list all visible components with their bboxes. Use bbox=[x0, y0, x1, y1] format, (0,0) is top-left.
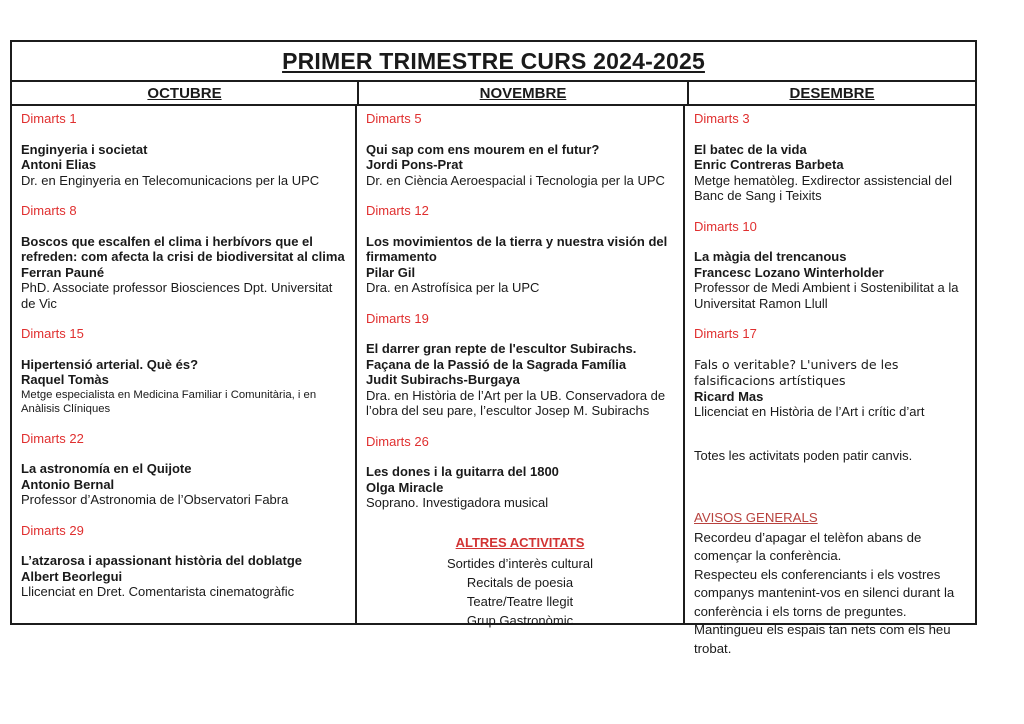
event-date: Dimarts 29 bbox=[21, 522, 84, 538]
event-block bbox=[366, 111, 674, 188]
event-block bbox=[21, 111, 346, 188]
event-title: Boscos que escalfen el clima i herbívors que el refreden: com afecta la crisi de biodiversitat al clima bbox=[21, 233, 345, 264]
event-date: Dimarts 22 bbox=[21, 430, 84, 446]
table-title-row bbox=[12, 42, 975, 82]
avisos-line: Recordeu d’apagar el telèfon abans de començar la conferència. bbox=[694, 529, 922, 563]
event-desc: Dr. en Enginyeria en Telecomunicacions per la UPC bbox=[21, 172, 320, 188]
event-speaker: Francesc Lozano Winterholder bbox=[694, 264, 884, 280]
event-date: Dimarts 10 bbox=[694, 218, 757, 234]
event-speaker: Pilar Gil bbox=[366, 264, 416, 280]
event-speaker: Ricard Mas bbox=[694, 388, 764, 404]
event-date: Dimarts 15 bbox=[21, 326, 84, 341]
event-block bbox=[21, 523, 346, 600]
event-title: Fals o veritable? L'univers de les falsificacions artístiques bbox=[694, 356, 899, 388]
avisos-line: Mantingueu els espais tan nets com els heu trobat. bbox=[694, 622, 951, 656]
altres-activitats-item: Recitals de poesia bbox=[466, 574, 574, 590]
event-date: Dimarts 5 bbox=[366, 111, 422, 126]
event-block bbox=[366, 311, 674, 419]
event-title: Enginyeria i societat bbox=[21, 141, 148, 157]
event-block bbox=[366, 434, 674, 511]
event-date: Dimarts 17 bbox=[694, 326, 757, 341]
event-block bbox=[694, 326, 966, 420]
event-desc: Professor d’Astronomia de l’Observatori Fabra bbox=[21, 492, 289, 507]
event-date: Dimarts 1 bbox=[21, 111, 77, 126]
avisos-generals-section bbox=[694, 509, 966, 658]
event-speaker: Antoni Elias bbox=[21, 157, 97, 172]
table-body-row bbox=[12, 106, 975, 656]
month-header-octubre bbox=[12, 82, 359, 104]
event-speaker: Ferran Pauné bbox=[21, 264, 105, 280]
altres-activitats-item: Sortides d’interès cultural bbox=[447, 555, 593, 571]
event-block bbox=[21, 431, 346, 508]
event-date: Dimarts 12 bbox=[366, 203, 429, 218]
event-desc: Metge especialista en Medicina Familiar i Comunitària, i en Anàlisis Clíniques bbox=[21, 388, 317, 415]
event-speaker: Jordi Pons-Prat bbox=[366, 157, 463, 172]
event-date: Dimarts 3 bbox=[694, 111, 750, 126]
event-date: Dimarts 19 bbox=[366, 310, 429, 326]
schedule-table bbox=[10, 40, 977, 656]
event-speaker: Albert Beorlegui bbox=[21, 568, 123, 584]
event-speaker: Judit Subirachs-Burgaya bbox=[366, 372, 520, 387]
event-title: El batec de la vida bbox=[694, 141, 807, 157]
event-desc: Professor de Medi Ambient i Sostenibilitat a la Universitat Ramon Llull bbox=[694, 280, 959, 311]
event-block bbox=[366, 203, 674, 296]
month-label: DESEMBRE bbox=[789, 84, 875, 102]
month-label: NOVEMBRE bbox=[479, 84, 567, 102]
avisos-generals-heading: AVISOS GENERALS bbox=[694, 510, 818, 525]
altres-activitats-item: Grup Gastronòmic bbox=[466, 612, 574, 628]
event-desc: Llicenciat en Dret. Comentarista cinematogràfic bbox=[21, 584, 295, 599]
month-label: OCTUBRE bbox=[147, 84, 222, 102]
event-title: Qui sap com ens mourem en el futur? bbox=[366, 141, 600, 157]
page-title: PRIMER TRIMESTRE CURS 2024-2025 bbox=[282, 47, 705, 74]
event-block bbox=[21, 203, 346, 311]
event-desc: PhD. Associate professor Biosciences Dpt. Universitat de Vic bbox=[21, 280, 333, 311]
event-title: L’atzarosa i apassionant història del doblatge bbox=[21, 553, 303, 568]
event-desc: Dr. en Ciència Aeroespacial i Tecnologia per la UPC bbox=[366, 172, 665, 188]
event-title: La astronomía en el Quijote bbox=[21, 461, 192, 476]
event-date: Dimarts 26 bbox=[366, 433, 429, 449]
event-date: Dimarts 8 bbox=[21, 203, 77, 218]
event-speaker: Enric Contreras Barbeta bbox=[694, 157, 844, 172]
event-speaker: Raquel Tomàs bbox=[21, 372, 109, 387]
event-title: Los movimientos de la tierra y nuestra visión del firmamento bbox=[366, 233, 668, 264]
event-desc: Llicenciat en Història de l’Art i crític d’art bbox=[694, 404, 925, 419]
event-speaker: Olga Miracle bbox=[366, 479, 444, 495]
month-header-novembre bbox=[359, 82, 689, 104]
event-desc: Dra. en Història de l’Art per la UB. Conservadora de l’obra del seu pare, l’escultor Josep M. Subirachs bbox=[366, 387, 666, 418]
column-desembre bbox=[685, 106, 975, 656]
altres-activitats-section bbox=[366, 533, 674, 630]
event-desc: Dra. en Astrofísica per la UPC bbox=[366, 280, 540, 295]
event-block bbox=[21, 326, 346, 416]
altres-activitats-heading: ALTRES ACTIVITATS bbox=[455, 534, 585, 550]
column-octubre bbox=[12, 106, 357, 623]
schedule-note: Totes les activitats poden patir canvis. bbox=[694, 447, 913, 463]
event-title: El darrer gran repte de l'escultor Subirachs. Façana de la Passió de la Sagrada Família bbox=[366, 341, 637, 372]
event-desc: Metge hematòleg. Exdirector assistencial del Banc de Sang i Teixits bbox=[694, 172, 952, 203]
avisos-line: Respecteu els conferenciants i els vostres companys mantenint-vos en silenci durant la conferència i els torns de preguntes. bbox=[694, 566, 955, 619]
event-speaker: Antonio Bernal bbox=[21, 476, 115, 492]
month-header-desembre bbox=[689, 82, 975, 104]
altres-activitats-item: Teatre/Teatre llegit bbox=[466, 593, 574, 609]
month-header-row bbox=[12, 82, 975, 106]
event-desc: Soprano. Investigadora musical bbox=[366, 495, 549, 510]
event-title: Les dones i la guitarra del 1800 bbox=[366, 464, 559, 479]
event-block bbox=[694, 111, 966, 204]
event-block bbox=[694, 219, 966, 312]
event-title: Hipertensió arterial. Què és? bbox=[21, 356, 199, 372]
event-title: La màgia del trencanous bbox=[694, 249, 847, 264]
column-novembre bbox=[357, 106, 685, 628]
